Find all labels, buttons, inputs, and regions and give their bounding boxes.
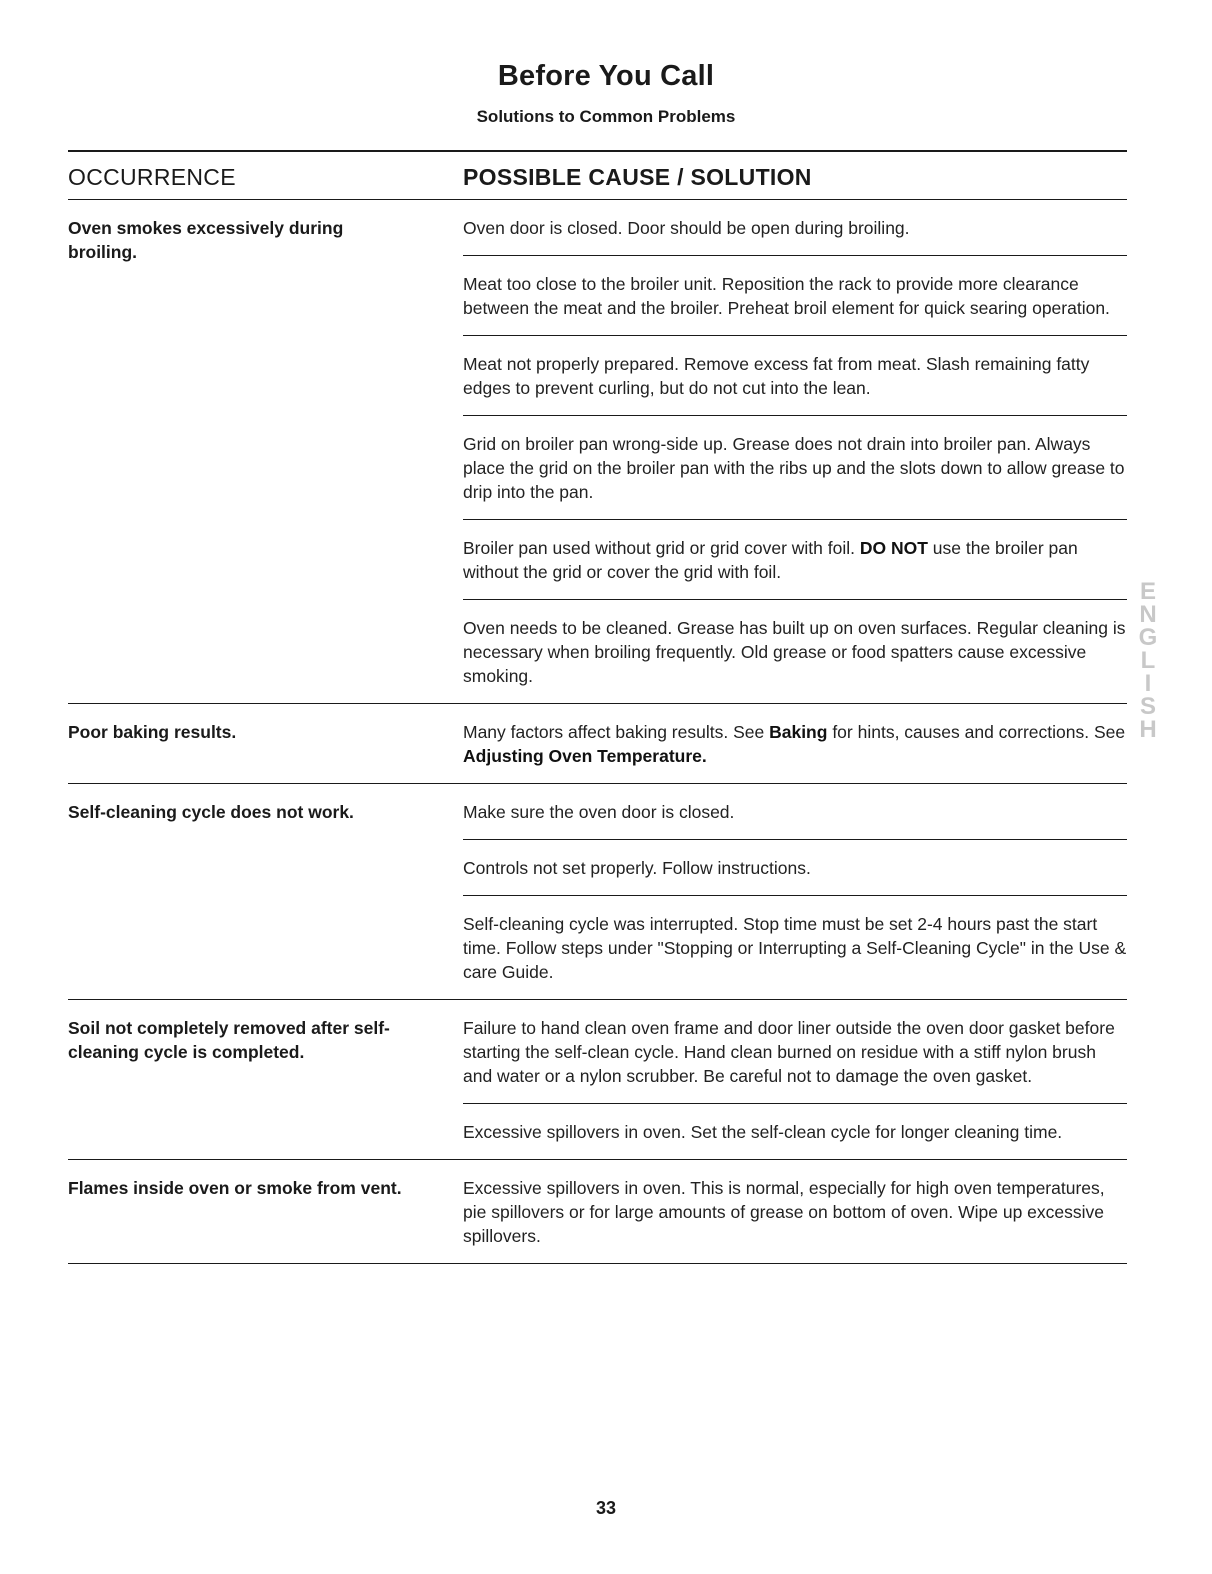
occurrence-cell [68,1000,463,1159]
page-title: Before You Call [497,60,715,92]
solution-item [463,895,1127,999]
table-row [68,784,1127,1000]
occurrence-column-header: OCCURRENCE [68,164,236,190]
solution-item [463,784,1127,839]
solution-item [463,1000,1127,1103]
solution-column-header: POSSIBLE CAUSE / SOLUTION [463,164,812,190]
solutions-cell [463,704,1127,783]
solution-text: Grid on broiler pan wrong-side up. Grease does not drain into broiler pan. Always place the grid on the broiler pan with the ribs up and the slots down to allow grease to drip into the pan. [463,434,1125,502]
solution-text: Controls not set properly. Follow instructions. [463,858,811,878]
solution-text: Failure to hand clean oven frame and door liner outside the oven door gasket before starting the self-clean cycle. Hand clean burned on residue with a stiff nylon brush and water or a nylon scrubber. Be careful not to damage the oven gasket. [463,1018,1115,1086]
solution-emphasis-text: DO NOT [859,538,928,558]
table-row [68,704,1127,784]
solution-text: Excessive spillovers in oven. This is normal, especially for high oven temperatures, pie spillovers or for large amounts of grease on bottom of oven. Wipe up excessive spillovers. [463,1178,1105,1246]
occurrence-cell [68,784,463,999]
troubleshooting-table [68,150,1127,1264]
occurrence-cell [68,1160,463,1263]
solutions-cell [463,1160,1127,1263]
solution-item [463,839,1127,895]
solution-text: Make sure the oven door is closed. [463,802,735,822]
table-header [68,150,1127,200]
solutions-cell [463,784,1127,999]
page-subtitle: Solutions to Common Problems [476,107,736,126]
solution-text: Meat not properly prepared. Remove excess fat from meat. Slash remaining fatty edges to prevent curling, but do not cut into the lean. [463,354,1090,398]
table-body [68,200,1127,1264]
solution-item [463,519,1127,599]
solution-emphasis-text: Adjusting Oven Temperature. [463,746,707,766]
occurrence-text: Soil not completely removed after self-cleaning cycle is completed. [68,1018,390,1062]
solution-item [463,1160,1127,1263]
solution-text: for hints, causes and corrections. See [827,722,1126,742]
table-row [68,1160,1127,1264]
solution-text: Broiler pan used without grid or grid cover with foil. [463,538,860,558]
solution-item [463,1103,1127,1159]
solution-text: Meat too close to the broiler unit. Reposition the rack to provide more clearance between the meat and the broiler. Preheat broil element for quick searing operation. [463,274,1110,318]
solution-item [463,255,1127,335]
language-side-label: E N G L I S H [1138,578,1158,743]
solution-item [463,200,1127,255]
table-row [68,1000,1127,1160]
solution-item [463,335,1127,415]
solution-text: Excessive spillovers in oven. Set the self-clean cycle for longer cleaning time. [463,1122,1063,1142]
occurrence-cell [68,200,463,703]
solution-text: Many factors affect baking results. See [463,722,770,742]
solutions-cell [463,1000,1127,1159]
occurrence-text: Poor baking results. [68,722,237,742]
solution-item [463,415,1127,519]
solutions-cell [463,200,1127,703]
solution-emphasis-text: Baking [769,722,828,742]
solution-text: Oven needs to be cleaned. Grease has built up on oven surfaces. Regular cleaning is necessary when broiling frequently. Old grease or food spatters cause excessive smoking. [463,618,1126,686]
occurrence-text: Oven smokes excessively during broiling. [68,218,344,262]
solution-item [463,599,1127,703]
page-number: 33 [595,1498,617,1518]
occurrence-text: Flames inside oven or smoke from vent. [68,1178,402,1198]
solution-text: use the broiler pan without the grid or cover the grid with foil. [463,538,1078,582]
occurrence-text: Self-cleaning cycle does not work. [68,802,354,822]
solution-text: Self-cleaning cycle was interrupted. Stop time must be set 2-4 hours past the start time. Follow steps under "Stopping or Interrupting a Self-Cleaning Cycle" in the Use & care Guide. [463,914,1127,982]
occurrence-cell [68,704,463,783]
solution-item [463,704,1127,783]
solution-text: Oven door is closed. Door should be open during broiling. [463,218,910,238]
table-row [68,200,1127,704]
